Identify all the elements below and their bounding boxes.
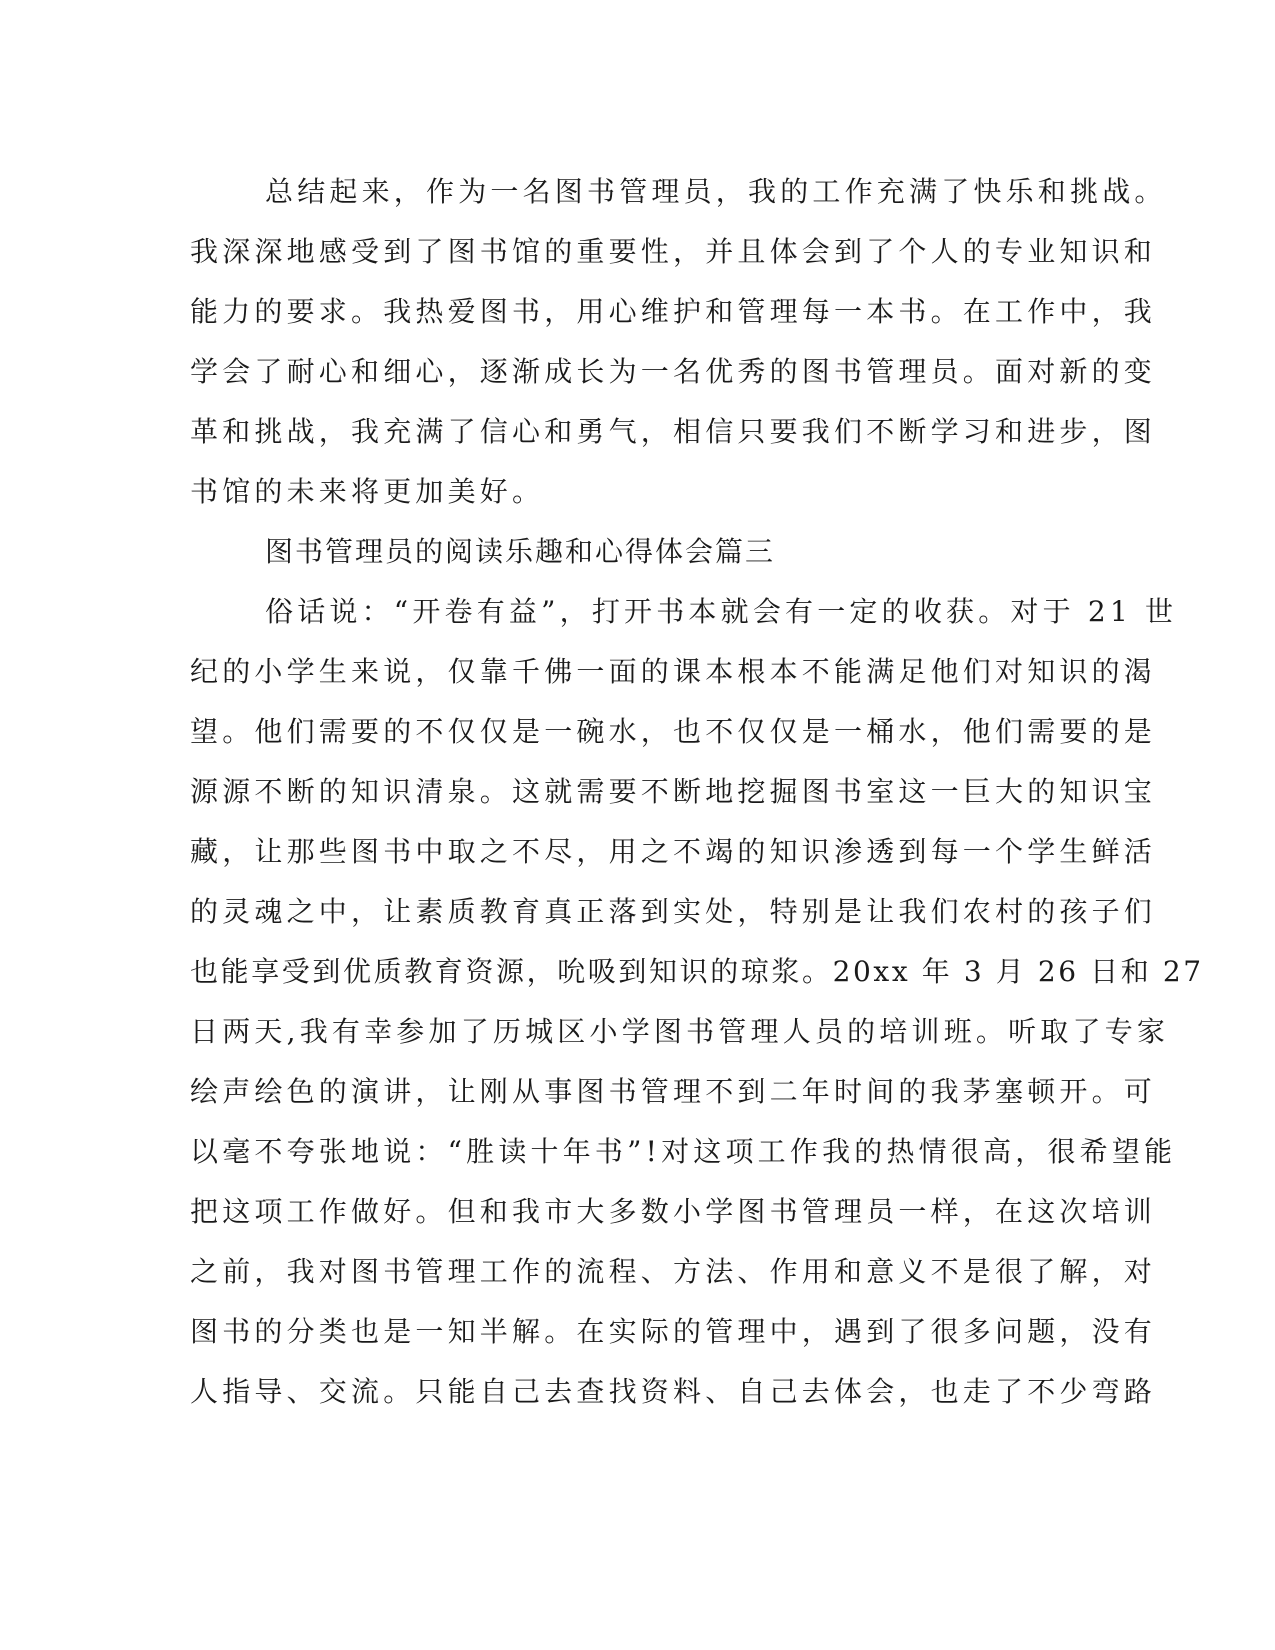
paragraph-line: 源源不断的知识清泉。这就需要不断地挖掘图书室这一巨大的知识宝: [190, 775, 1157, 808]
paragraph-line: 也能享受到优质教育资源，吮吸到知识的琼浆。20xx 年 3 月 26 日和 27: [190, 955, 1204, 988]
paragraph-line: 人指导、交流。只能自己去查找资料、自己去体会，也走了不少弯路: [190, 1375, 1157, 1408]
paragraph-line: 的灵魂之中，让素质教育真正落到实处，特别是让我们农村的孩子们: [190, 895, 1157, 928]
paragraph-line: 书馆的未来将更加美好。: [190, 475, 545, 508]
paragraph-line: 革和挑战，我充满了信心和勇气，相信只要我们不断学习和进步，图: [190, 415, 1157, 448]
paragraph-line: 我深深地感受到了图书馆的重要性，并且体会到了个人的专业知识和: [190, 235, 1157, 268]
paragraph-line: 之前，我对图书管理工作的流程、方法、作用和意义不是很了解，对: [190, 1255, 1157, 1288]
paragraph-line: 藏，让那些图书中取之不尽，用之不竭的知识渗透到每一个学生鲜活: [190, 835, 1157, 868]
paragraph-line: 能力的要求。我热爱图书，用心维护和管理每一本书。在工作中，我: [190, 295, 1157, 328]
paragraph-line: 学会了耐心和细心，逐渐成长为一名优秀的图书管理员。面对新的变: [190, 355, 1157, 388]
paragraph-line: 望。他们需要的不仅仅是一碗水，也不仅仅是一桶水，他们需要的是: [190, 715, 1157, 748]
paragraph-line: 图书的分类也是一知半解。在实际的管理中，遇到了很多问题，没有: [190, 1315, 1157, 1348]
paragraph-line: 总结起来，作为一名图书管理员，我的工作充满了快乐和挑战。: [265, 175, 1167, 208]
paragraph-line: 纪的小学生来说，仅靠千佛一面的课本根本不能满足他们对知识的渴: [190, 655, 1157, 688]
paragraph-line: 绘声绘色的演讲，让刚从事图书管理不到二年时间的我茅塞顿开。可: [190, 1075, 1157, 1108]
paragraph-line: 以毫不夸张地说：“胜读十年书”!对这项工作我的热情很高，很希望能: [190, 1135, 1177, 1168]
section-title: 图书管理员的阅读乐趣和心得体会篇三: [265, 535, 776, 568]
paragraph-line: 日两天,我有幸参加了历城区小学图书管理人员的培训班。听取了专家: [190, 1015, 1170, 1048]
paragraph-line: 俗话说：“开卷有益”，打开书本就会有一定的收获。对于 21 世: [265, 595, 1178, 628]
paragraph-line: 把这项工作做好。但和我市大多数小学图书管理员一样，在这次培训: [190, 1195, 1157, 1228]
